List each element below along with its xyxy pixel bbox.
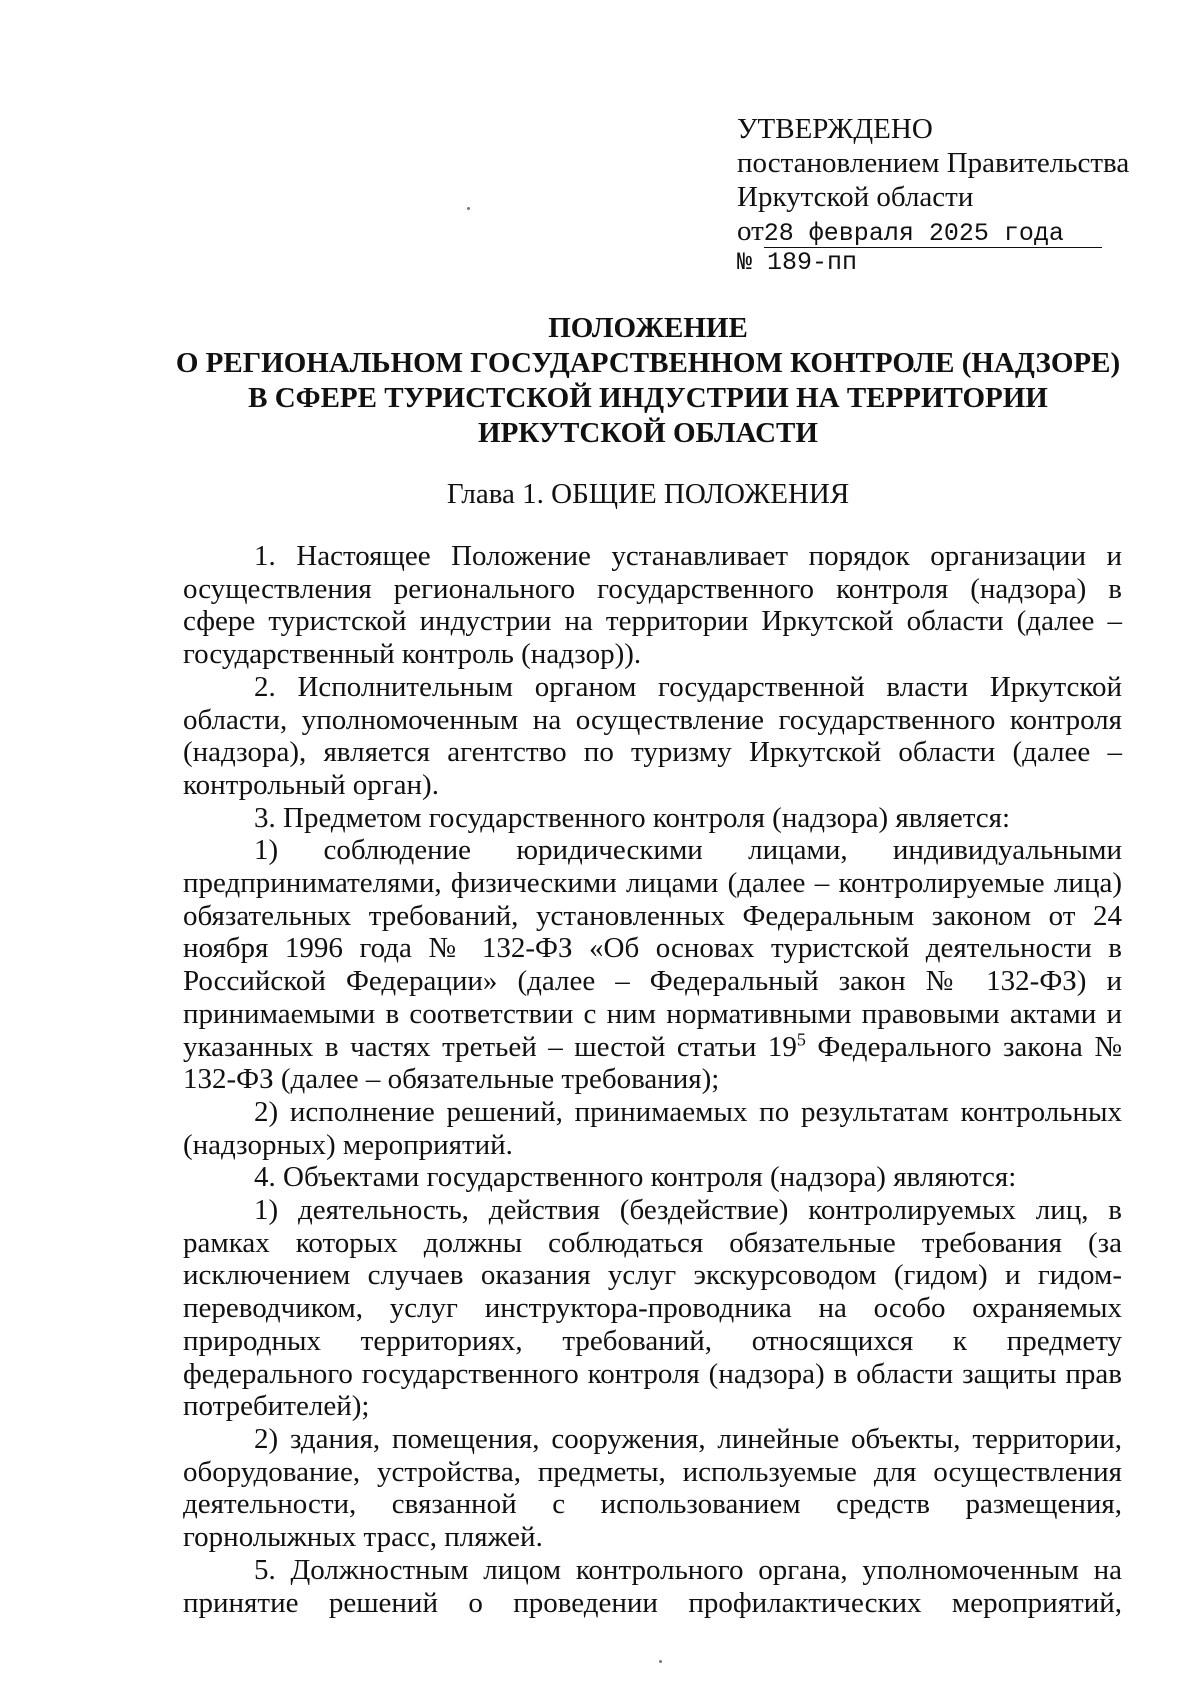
paragraph-2: 2. Исполнительным органом государственной власти Иркутской области, уполномоченным на осуществление государственного контроля (надзора), является агентство по туризму Иркутской области (далее – контрольный орган). bbox=[183, 670, 1122, 801]
paragraph-4-item-2: 2) здания, помещения, сооружения, линейные объекты, территории, оборудование, устройства, предметы, используемые для осуществления деятельности, связанной с использованием средств размещения, горнолыжных трасс, пляжей. bbox=[183, 1422, 1122, 1554]
paragraph-3-item-1 bbox=[183, 834, 1122, 1096]
paragraph-1: 1. Настоящее Положение устанавливает порядок организации и осуществления регионального государственного контроля (надзора) в сфере туристской индустрии на территории Иркутской области (далее – государственный контроль (надзор)). bbox=[183, 540, 1122, 671]
title-line-1: ПОЛОЖЕНИЕ bbox=[548, 312, 748, 344]
title-line-3: В СФЕРЕ ТУРИСТСКОЙ ИНДУСТРИИ НА ТЕРРИТОРИИ bbox=[248, 382, 1048, 414]
paragraph-3-item-1-text-a: 1) соблюдение юридическими лицами, индивидуальными предпринимателями, физическими лицами (далее – контролируемые лица) обязательных требований, установленных Федеральным законом от 24 ноября 1996 года № 132-ФЗ «Об основах туристской деятельности в Российской Федерации» (далее – Федеральный закон № 132-ФЗ) и принимаемыми в соответствии с ним нормативными правовыми актами и указанных в частях третьей – шестой статьи 19 bbox=[183, 834, 1122, 1063]
paragraph-4: 4. Объектами государственного контроля (надзора) являются: bbox=[254, 1161, 1017, 1194]
paragraph-5: 5. Должностным лицом контрольного органа, уполномоченным на принятие решений о проведении профилактических мероприятий, bbox=[183, 1553, 1122, 1619]
title-line-4: ИРКУТСКОЙ ОБЛАСТИ bbox=[478, 417, 818, 449]
document-title bbox=[150, 311, 1146, 451]
paragraph-3-item-2: 2) исполнение решений, принимаемых по результатам контрольных (надзорных) мероприятий. bbox=[183, 1095, 1122, 1161]
scan-speck bbox=[659, 1660, 662, 1663]
approval-date: 28 февраля 2025 года bbox=[764, 221, 1102, 248]
title-line-2: О РЕГИОНАЛЬНОМ ГОСУДАРСТВЕННОМ КОНТРОЛЕ (НАДЗОРЕ) bbox=[175, 347, 1121, 379]
approval-number: № 189-пп bbox=[737, 248, 858, 277]
paragraph-3: 3. Предметом государственного контроля (надзора) является: bbox=[254, 801, 1011, 834]
approval-date-line bbox=[737, 214, 1157, 248]
approval-status: УТВЕРЖДЕНО bbox=[737, 113, 933, 145]
approval-date-prefix: от bbox=[737, 215, 764, 247]
approval-stamp bbox=[737, 112, 1157, 278]
paragraph-4-item-1: 1) деятельность, действия (бездействие) контролируемых лиц, в рамках которых должны соблюдаться обязательные требования (за исключением случаев оказания услуг экскурсоводом (гидом) и гидом-переводчиком, услуг инструктора-проводника на особо охраняемых природных территориях, требований, относящихся к предмету федерального государственного контроля (надзора) в области защиты прав потребителей); bbox=[183, 1194, 1122, 1423]
article-superscript: 5 bbox=[796, 1028, 806, 1049]
document-body bbox=[183, 540, 1122, 1619]
approval-line-region: Иркутской области bbox=[737, 181, 974, 213]
scan-speck bbox=[467, 207, 470, 210]
paragraph-3-item-1-text-b: Федерального закона № 132-ФЗ (далее – обязательные требования); bbox=[183, 1030, 1122, 1096]
approval-line-resolution: постановлением Правительства bbox=[737, 147, 1130, 179]
chapter-heading: Глава 1. ОБЩИЕ ПОЛОЖЕНИЯ bbox=[446, 478, 850, 510]
